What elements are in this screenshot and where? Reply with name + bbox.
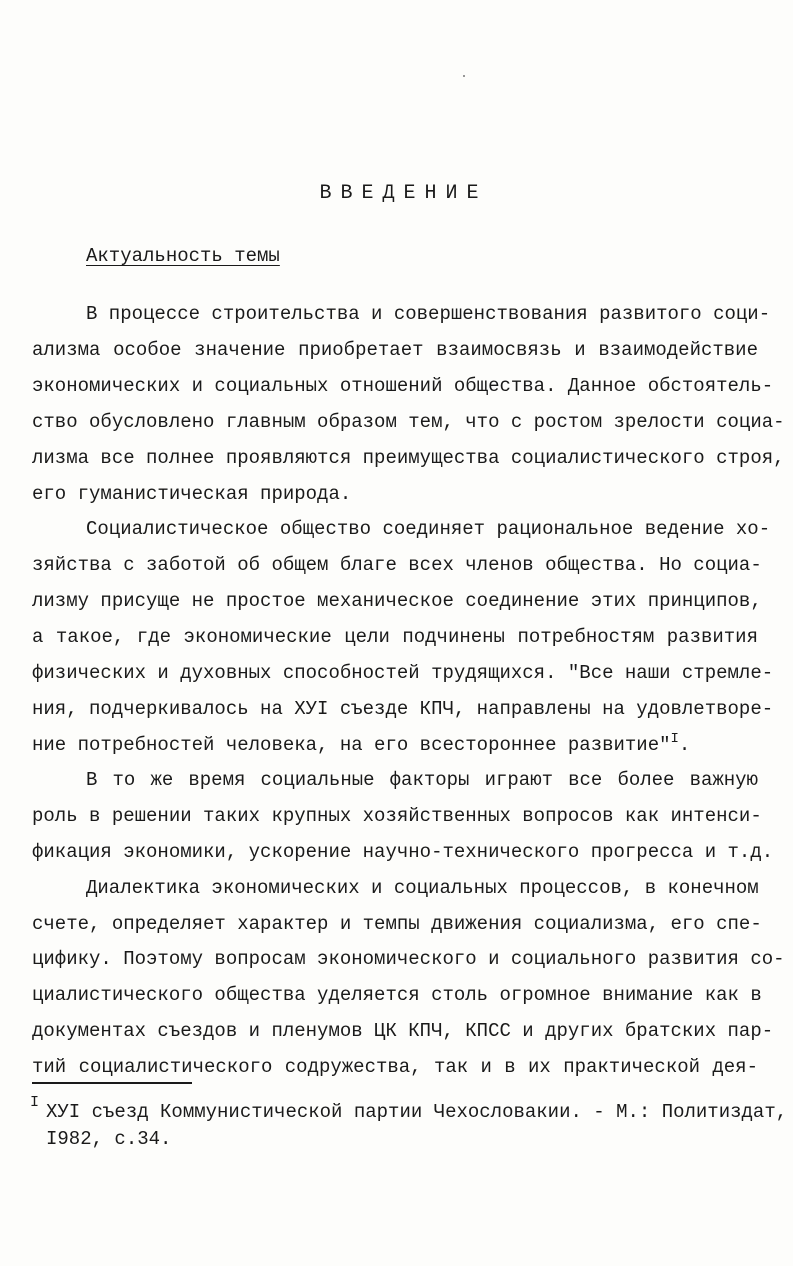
- paragraph-4-line-6: тий социалистического содружества, так и в их практической дея-: [32, 1056, 758, 1078]
- paragraph-1-line-5: лизма все полнее проявляются преимущества социалистического строя,: [32, 447, 785, 469]
- paragraph-4-line-2: счете, определяет характер и темпы движения социализма, его спе-: [32, 913, 762, 935]
- paragraph-4-line-5: документах съездов и пленумов ЦК КПЧ, КПСС и других братских пар-: [32, 1020, 774, 1042]
- paragraph-2-line-3: лизму присуще не простое механическое соединение этих принципов,: [32, 590, 762, 612]
- paragraph-1-line-2: ализма особое значение приобретает взаимосвязь и взаимодействие: [32, 339, 758, 361]
- paragraph-2-line-7: [32, 733, 758, 757]
- paragraph-3-line-3: фикация экономики, ускорение научно-технического прогресса и т.д.: [32, 841, 774, 863]
- paragraph-4-line-1: Диалектика экономических и социальных процессов, в конечном: [86, 877, 759, 899]
- paragraph-3-line-1: В то же время социальные факторы играют все более важную: [86, 769, 758, 791]
- paragraph-2-line-5: физических и духовных способностей трудящихся. "Все наши стремле-: [32, 662, 774, 684]
- footnote-line-2: I982, с.34.: [46, 1128, 172, 1150]
- footnote-reference: I: [670, 731, 679, 747]
- footnote-mark: I: [30, 1094, 40, 1111]
- paragraph-2-line-1: Социалистическое общество соединяет рациональное ведение хо-: [86, 518, 771, 540]
- paragraph-3-line-2: роль в решении таких крупных хозяйственных вопросов как интенси-: [32, 805, 762, 827]
- paragraph-2-line-7-text: ние потребностей человека, на его всестороннее развитие": [32, 734, 671, 756]
- footnote-reference-tail: .: [678, 734, 691, 756]
- paragraph-4-line-4: циалистического общества уделяется столь огромное внимание как в: [32, 984, 762, 1006]
- scan-speck: [463, 75, 465, 77]
- page-title: ВВЕДЕНИЕ: [319, 182, 488, 205]
- paragraph-1-line-1: В процессе строительства и совершенствования развитого соци-: [86, 303, 771, 325]
- paragraph-4-line-3: цифику. Поэтому вопросам экономического и социального развития со-: [32, 948, 785, 970]
- paragraph-2-line-2: зяйства с заботой об общем благе всех членов общества. Но социа-: [32, 554, 762, 576]
- section-heading: Актуальность темы: [86, 245, 280, 267]
- footnote-line-1: ХУI съезд Коммунистической партии Чехословакии. - М.: Политиздат,: [46, 1101, 788, 1123]
- paragraph-1-line-6: его гуманистическая природа.: [32, 483, 352, 505]
- paragraph-1-line-4: ство обусловлено главным образом тем, что с ростом зрелости социа-: [32, 411, 785, 433]
- paragraph-1-line-3: экономических и социальных отношений общества. Данное обстоятель-: [32, 375, 774, 397]
- paragraph-2-line-6: ния, подчеркивалось на ХУI съезде КПЧ, направлены на удовлетворе-: [32, 698, 774, 720]
- paragraph-2-line-4: а такое, где экономические цели подчинены потребностям развития: [32, 626, 758, 648]
- footnote-separator: [32, 1082, 192, 1084]
